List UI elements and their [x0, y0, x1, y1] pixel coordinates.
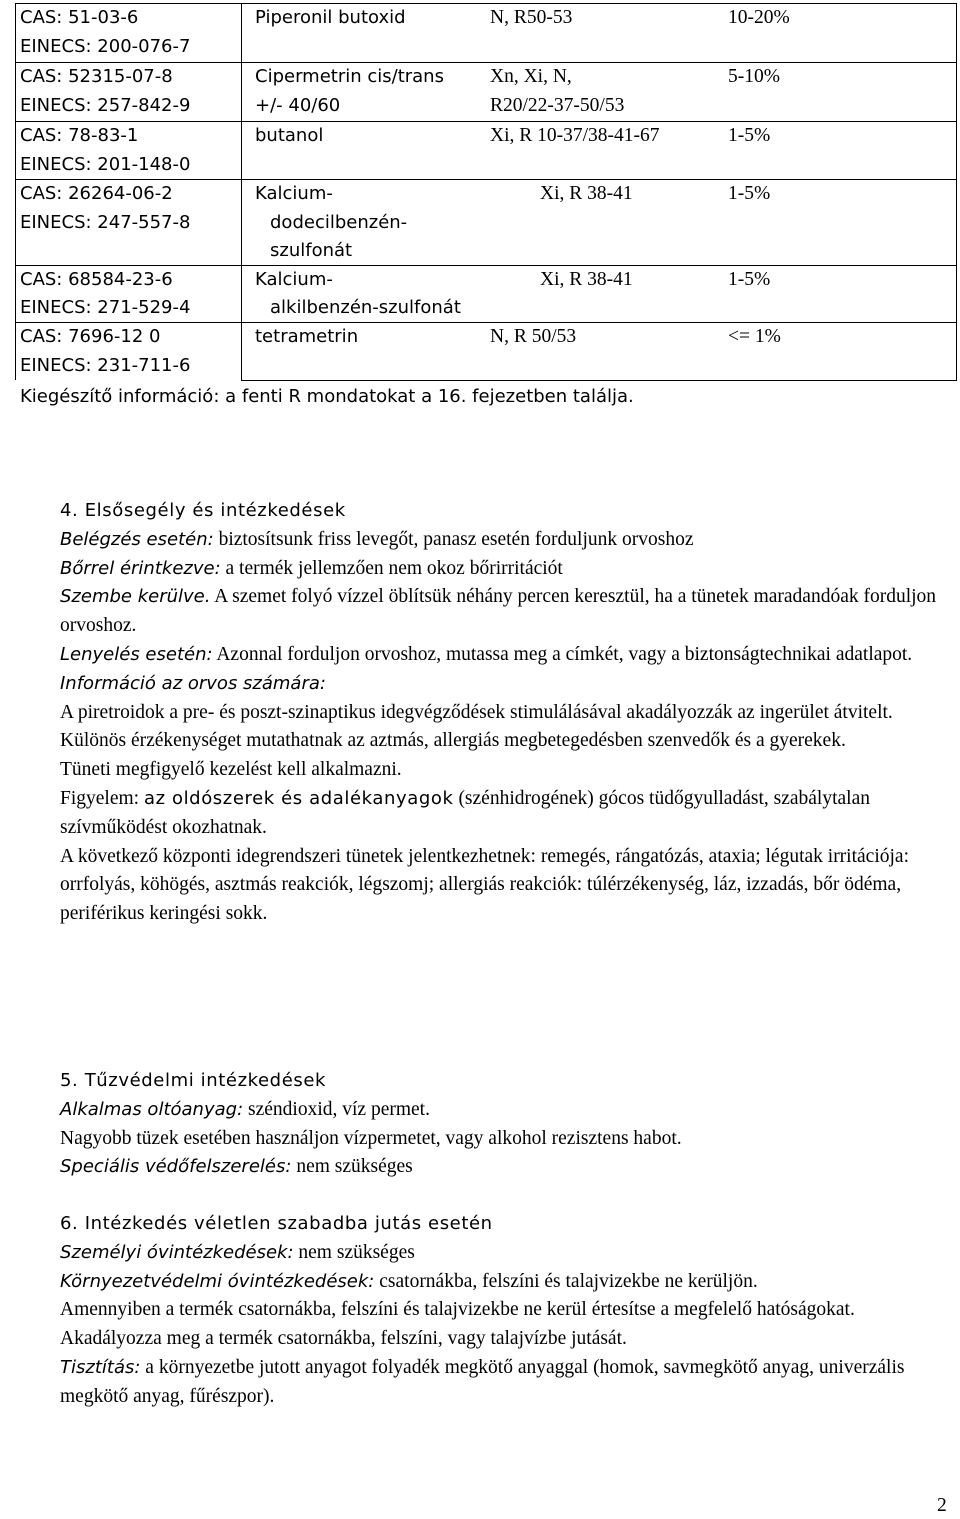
swallow-text: Azonnal forduljon orvoshoz, mutassa meg a címkét, vagy a biztonságtechnikai adatlapot.: [212, 643, 913, 665]
section-5-heading: 5. Tűzvédelmi intézkedések: [60, 1070, 327, 1091]
row4-einecs: EINECS: 247-557-8: [20, 212, 191, 233]
prevent-spread-text: Akadályozza meg a termék csatornákba, felszíni, vagy talajvízbe jutását.: [60, 1328, 627, 1350]
section-4-heading: 4. Elsősegély és intézkedések: [60, 500, 346, 521]
row2-name: Cipermetrin cis/trans: [255, 66, 444, 87]
row6-name: tetrametrin: [255, 326, 359, 347]
notify-authorities-text: Amennyiben a termék csatornákba, felszíni és talajvizekbe ne kerül értesítse a megfelelő hatóságokat.: [60, 1299, 855, 1321]
row1-cas: CAS: 51-03-6: [20, 7, 139, 28]
row5-cas: CAS: 68584-23-6: [20, 269, 173, 290]
personal-precautions-label: Személyi óvintézkedések:: [60, 1241, 294, 1263]
extinguisher-label: Alkalmas oltóanyag:: [60, 1098, 244, 1120]
row4-conc: 1-5%: [728, 183, 771, 204]
section-5: [60, 1067, 952, 1182]
doctor-info-p2: Tüneti megfigyelő kezelést kell alkalmazni.: [60, 759, 402, 781]
row4-cas: CAS: 26264-06-2: [20, 183, 173, 204]
doctor-info-p1: A piretroidok a pre- és poszt-szinaptikus idegvégződések stimulálásával akadályozzák az ingerület átvitelt. Különös érzékenységet mutathatnak az aztmás, allergiás megbetegedésben szenvedők és a gyerekek.: [60, 701, 893, 752]
page-number: 2: [937, 1495, 947, 1516]
cleanup-text: a környezetbe jutott anyagot folyadék megkötő anyaggal (homok, savmegkötő anyag, univerzális megkötő anyag, fűrészpor).: [60, 1356, 905, 1407]
equipment-label: Speciális védőfelszerelés:: [60, 1156, 292, 1178]
row4-name: Kalcium-: [255, 183, 333, 204]
equipment-text: nem szükséges: [291, 1156, 413, 1178]
personal-precautions-text: nem szükséges: [293, 1241, 415, 1263]
row3-conc: 1-5%: [728, 125, 771, 146]
row6-einecs: EINECS: 231-711-6: [20, 355, 191, 376]
eye-label: Szembe kerülve.: [60, 586, 211, 608]
row5-einecs: EINECS: 271-529-4: [20, 297, 191, 318]
doctor-info-p4: A következő központi idegrendszeri tünetek jelentkezhetnek: remegés, rángatózás, ataxia; légutak irritációja: orrfolyás, köhögés, asztmás reakciók, légszomj; allergiás reakciók: túlérzékenység, láz, izzadás, bőr ödéma, periférikus keringési sokk.: [60, 845, 909, 925]
table-footnote: Kiegészítő információ: a fenti R mondatokat a 16. fejezetben találja.: [20, 386, 634, 407]
row3-cas: CAS: 78-83-1: [20, 125, 139, 146]
row4-class: Xi, R 38-41: [540, 183, 633, 204]
row2-conc: 5-10%: [728, 66, 780, 87]
row3-name: butanol: [255, 125, 324, 146]
row4-name-3: szulfonát: [270, 240, 353, 261]
row3-class: Xi, R 10-37/38-41-67: [490, 125, 660, 146]
row4-name-2: dodecilbenzén-: [270, 212, 408, 233]
row1-name: Piperonil butoxid: [255, 7, 406, 28]
extinguisher-text: széndioxid, víz permet.: [243, 1098, 430, 1120]
environmental-precautions-label: Környezetvédelmi óvintézkedések:: [60, 1270, 375, 1292]
row5-class: Xi, R 38-41: [540, 269, 633, 290]
row2-einecs: EINECS: 257-842-9: [20, 95, 191, 116]
row5-name: Kalcium-: [255, 269, 333, 290]
warning-emphasis: az oldószerek és adalékanyagok: [143, 787, 454, 809]
row1-class: N, R50-53: [490, 7, 573, 28]
doctor-info-label: Információ az orvos számára:: [60, 672, 326, 694]
skin-label: Bőrrel érintkezve:: [60, 557, 221, 579]
row5-name-2: alkilbenzén-szulfonát: [270, 297, 461, 318]
inhalation-label: Belégzés esetén:: [60, 528, 214, 550]
swallow-label: Lenyelés esetén:: [60, 643, 213, 665]
row1-einecs: EINECS: 200-076-7: [20, 36, 191, 57]
row5-conc: 1-5%: [728, 269, 771, 290]
large-fire-text: Nagyobb tüzek esetében használjon vízpermetet, vagy alkohol rezisztens habot.: [60, 1127, 682, 1149]
cleanup-label: Tisztítás:: [60, 1356, 141, 1378]
row2-name-2: +/- 40/60: [255, 95, 341, 116]
section-6-heading: 6. Intézkedés véletlen szabadba jutás esetén: [60, 1213, 493, 1234]
eye-text: A szemet folyó vízzel öblítsük néhány percen keresztül, ha a tünetek maradandóak forduljon orvoshoz.: [60, 586, 937, 637]
row3-einecs: EINECS: 201-148-0: [20, 154, 191, 175]
environmental-precautions-text: csatornákba, felszíni és talajvizekbe ne kerüljön.: [374, 1270, 758, 1292]
warning-prefix: Figyelem:: [60, 787, 144, 809]
row2-class-2: R20/22-37-50/53: [490, 95, 625, 116]
row2-class: Xn, Xi, N,: [490, 66, 572, 87]
inhalation-text: biztosítsunk friss levegőt, panasz esetén forduljunk orvoshoz: [213, 528, 694, 550]
row2-cas: CAS: 52315-07-8: [20, 66, 173, 87]
row6-class: N, R 50/53: [490, 326, 577, 347]
section-4: [60, 497, 952, 929]
row6-conc: <= 1%: [728, 326, 781, 347]
row6-cas: CAS: 7696-12 0: [20, 326, 161, 347]
skin-text: a termék jellemzően nem okoz bőrirritációt: [220, 557, 563, 579]
warning-text: (szénhidrogének) gócos tüdőgyulladást, szabálytalan szívműködést okozhatnak.: [60, 787, 870, 838]
row1-conc: 10-20%: [728, 7, 790, 28]
section-6: [60, 1210, 952, 1412]
